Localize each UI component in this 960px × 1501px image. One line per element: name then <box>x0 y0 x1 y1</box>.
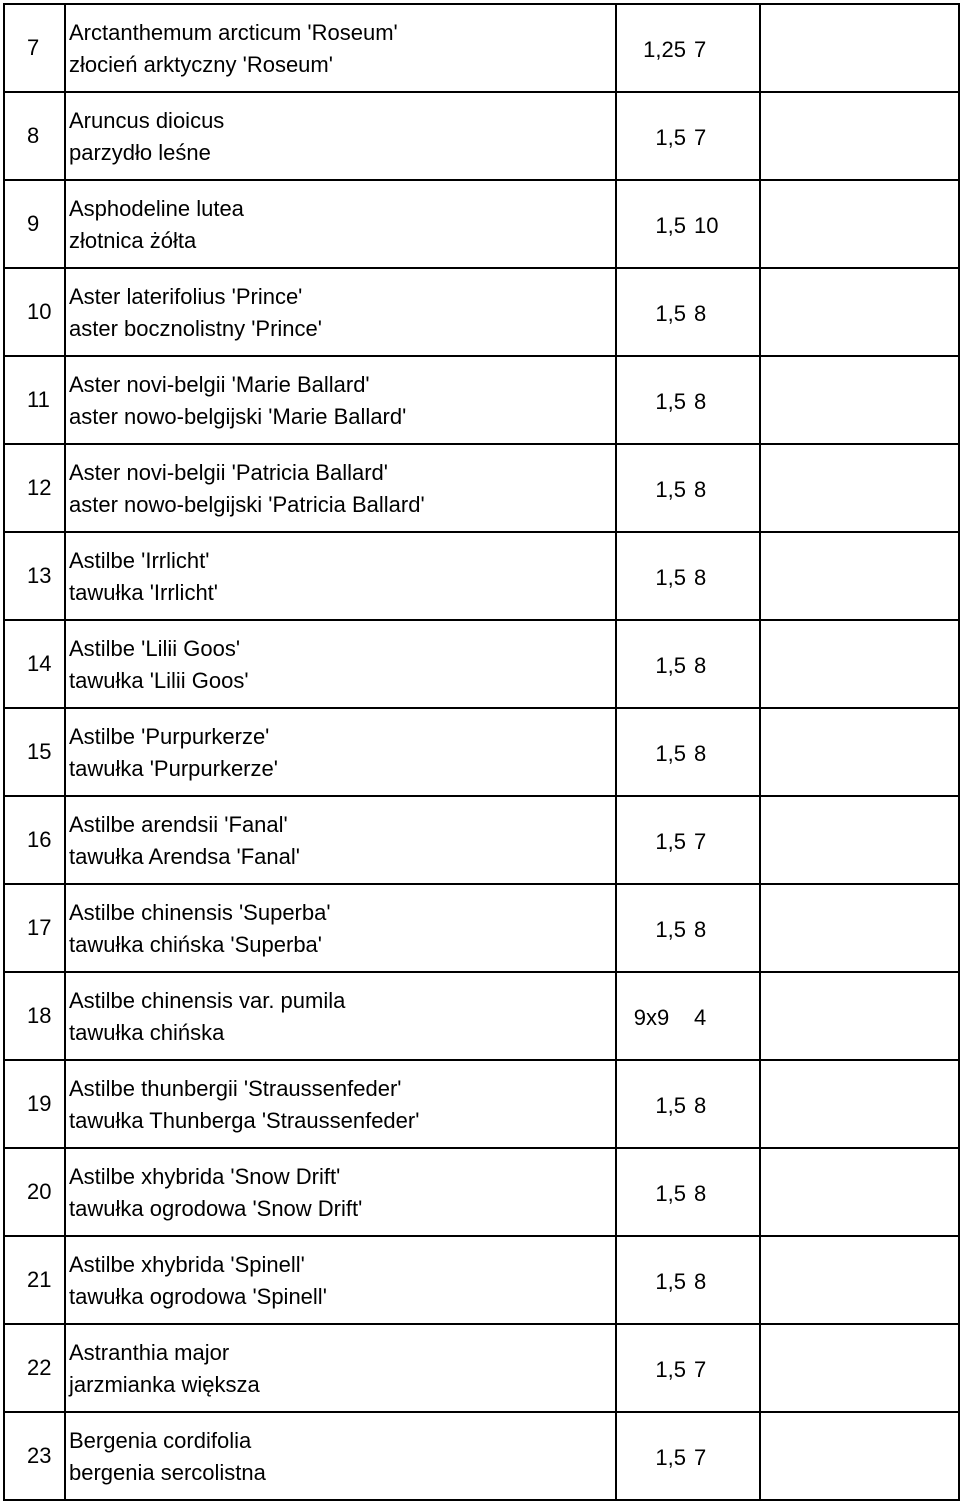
size-cell: 1,25 <box>616 4 688 92</box>
table-row <box>4 796 959 884</box>
empty-cell <box>760 532 959 620</box>
table-row <box>4 4 959 92</box>
polish-name: złotnica żółta <box>69 228 197 253</box>
size-cell: 1,5 <box>616 1236 688 1324</box>
latin-name: Bergenia cordifolia <box>69 1428 252 1453</box>
table-row <box>4 444 959 532</box>
size-cell: 1,5 <box>616 1060 688 1148</box>
latin-name: Astilbe chinensis var. pumila <box>69 988 346 1013</box>
latin-name: Aster novi-belgii 'Patricia Ballard' <box>69 460 388 485</box>
quantity-cell: 8 <box>688 268 760 356</box>
row-number: 14 <box>4 620 65 708</box>
row-number: 15 <box>4 708 65 796</box>
polish-name: tawułka 'Lilii Goos' <box>69 668 249 693</box>
table-row <box>4 1148 959 1236</box>
table-row <box>4 620 959 708</box>
quantity-cell: 7 <box>688 796 760 884</box>
empty-cell <box>760 620 959 708</box>
size-cell: 1,5 <box>616 620 688 708</box>
size-cell: 1,5 <box>616 356 688 444</box>
plant-name-cell <box>65 180 616 268</box>
table-row <box>4 1060 959 1148</box>
table-row <box>4 1412 959 1500</box>
table-row <box>4 180 959 268</box>
latin-name: Astilbe xhybrida 'Snow Drift' <box>69 1164 341 1189</box>
empty-cell <box>760 444 959 532</box>
empty-cell <box>760 1324 959 1412</box>
plant-name-cell <box>65 972 616 1060</box>
plant-name-cell <box>65 532 616 620</box>
plant-name-cell <box>65 1060 616 1148</box>
row-number: 17 <box>4 884 65 972</box>
size-cell: 1,5 <box>616 1324 688 1412</box>
latin-name: Arctanthemum arcticum 'Roseum' <box>69 20 398 45</box>
polish-name: tawułka chińska 'Superba' <box>69 932 322 957</box>
empty-cell <box>760 1148 959 1236</box>
polish-name: tawułka Thunberga 'Straussenfeder' <box>69 1108 420 1133</box>
row-number: 7 <box>4 4 65 92</box>
size-cell: 1,5 <box>616 708 688 796</box>
plant-name-cell <box>65 4 616 92</box>
latin-name: Astilbe 'Irrlicht' <box>69 548 210 573</box>
quantity-cell: 7 <box>688 92 760 180</box>
quantity-cell: 8 <box>688 620 760 708</box>
row-number: 19 <box>4 1060 65 1148</box>
polish-name: tawułka 'Irrlicht' <box>69 580 218 605</box>
empty-cell <box>760 92 959 180</box>
plant-name-cell <box>65 92 616 180</box>
size-cell: 1,5 <box>616 884 688 972</box>
quantity-cell: 7 <box>688 4 760 92</box>
table-row <box>4 356 959 444</box>
table-body <box>4 4 959 1500</box>
quantity-cell: 4 <box>688 972 760 1060</box>
empty-cell <box>760 796 959 884</box>
polish-name: tawułka ogrodowa 'Snow Drift' <box>69 1196 363 1221</box>
size-cell: 1,5 <box>616 268 688 356</box>
row-number: 22 <box>4 1324 65 1412</box>
size-cell: 1,5 <box>616 92 688 180</box>
row-number: 23 <box>4 1412 65 1500</box>
empty-cell <box>760 972 959 1060</box>
quantity-cell: 8 <box>688 444 760 532</box>
empty-cell <box>760 708 959 796</box>
polish-name: aster nowo-belgijski 'Marie Ballard' <box>69 404 407 429</box>
quantity-cell: 7 <box>688 1324 760 1412</box>
row-number: 9 <box>4 180 65 268</box>
latin-name: Astilbe 'Purpurkerze' <box>69 724 270 749</box>
quantity-cell: 8 <box>688 1148 760 1236</box>
latin-name: Asphodeline lutea <box>69 196 244 221</box>
row-number: 21 <box>4 1236 65 1324</box>
row-number: 18 <box>4 972 65 1060</box>
latin-name: Astilbe 'Lilii Goos' <box>69 636 241 661</box>
table-row <box>4 884 959 972</box>
plant-name-cell <box>65 620 616 708</box>
size-cell: 1,5 <box>616 180 688 268</box>
row-number: 11 <box>4 356 65 444</box>
quantity-cell: 8 <box>688 356 760 444</box>
empty-cell <box>760 1412 959 1500</box>
quantity-cell: 8 <box>688 1060 760 1148</box>
row-number: 8 <box>4 92 65 180</box>
plant-name-cell <box>65 268 616 356</box>
empty-cell <box>760 1060 959 1148</box>
plant-name-cell <box>65 1324 616 1412</box>
quantity-cell: 8 <box>688 708 760 796</box>
polish-name: tawułka ogrodowa 'Spinell' <box>69 1284 327 1309</box>
size-cell: 1,5 <box>616 796 688 884</box>
table-row <box>4 268 959 356</box>
plant-table <box>3 3 960 1501</box>
polish-name: tawułka Arendsa 'Fanal' <box>69 844 300 869</box>
polish-name: aster nowo-belgijski 'Patricia Ballard' <box>69 492 425 517</box>
row-number: 12 <box>4 444 65 532</box>
plant-name-cell <box>65 1412 616 1500</box>
plant-name-cell <box>65 444 616 532</box>
plant-name-cell <box>65 708 616 796</box>
row-number: 16 <box>4 796 65 884</box>
table-row <box>4 92 959 180</box>
empty-cell <box>760 356 959 444</box>
quantity-cell: 7 <box>688 1412 760 1500</box>
empty-cell <box>760 1236 959 1324</box>
latin-name: Aster novi-belgii 'Marie Ballard' <box>69 372 370 397</box>
latin-name: Aster laterifolius 'Prince' <box>69 284 303 309</box>
size-cell: 1,5 <box>616 532 688 620</box>
latin-name: Astilbe chinensis 'Superba' <box>69 900 331 925</box>
size-cell: 1,5 <box>616 1412 688 1500</box>
table-row <box>4 1324 959 1412</box>
size-cell: 9x9 <box>616 972 688 1060</box>
empty-cell <box>760 180 959 268</box>
polish-name: bergenia sercolistna <box>69 1460 266 1485</box>
latin-name: Astilbe arendsii 'Fanal' <box>69 812 288 837</box>
size-cell: 1,5 <box>616 1148 688 1236</box>
polish-name: aster bocznolistny 'Prince' <box>69 316 322 341</box>
table-row <box>4 532 959 620</box>
polish-name: jarzmianka większa <box>69 1372 260 1397</box>
polish-name: tawułka 'Purpurkerze' <box>69 756 278 781</box>
plant-name-cell <box>65 1236 616 1324</box>
polish-name: parzydło leśne <box>69 140 211 165</box>
empty-cell <box>760 268 959 356</box>
quantity-cell: 8 <box>688 1236 760 1324</box>
plant-name-cell <box>65 796 616 884</box>
quantity-cell: 8 <box>688 532 760 620</box>
row-number: 13 <box>4 532 65 620</box>
empty-cell <box>760 884 959 972</box>
quantity-cell: 8 <box>688 884 760 972</box>
plant-name-cell <box>65 1148 616 1236</box>
table-row <box>4 1236 959 1324</box>
plant-name-cell <box>65 884 616 972</box>
empty-cell <box>760 4 959 92</box>
table-row <box>4 972 959 1060</box>
plant-name-cell <box>65 356 616 444</box>
latin-name: Aruncus dioicus <box>69 108 225 133</box>
latin-name: Astilbe thunbergii 'Straussenfeder' <box>69 1076 402 1101</box>
table-row <box>4 708 959 796</box>
size-cell: 1,5 <box>616 444 688 532</box>
polish-name: złocień arktyczny 'Roseum' <box>69 52 333 77</box>
latin-name: Astranthia major <box>69 1340 230 1365</box>
row-number: 20 <box>4 1148 65 1236</box>
row-number: 10 <box>4 268 65 356</box>
polish-name: tawułka chińska <box>69 1020 225 1045</box>
latin-name: Astilbe xhybrida 'Spinell' <box>69 1252 305 1277</box>
quantity-cell: 10 <box>688 180 760 268</box>
